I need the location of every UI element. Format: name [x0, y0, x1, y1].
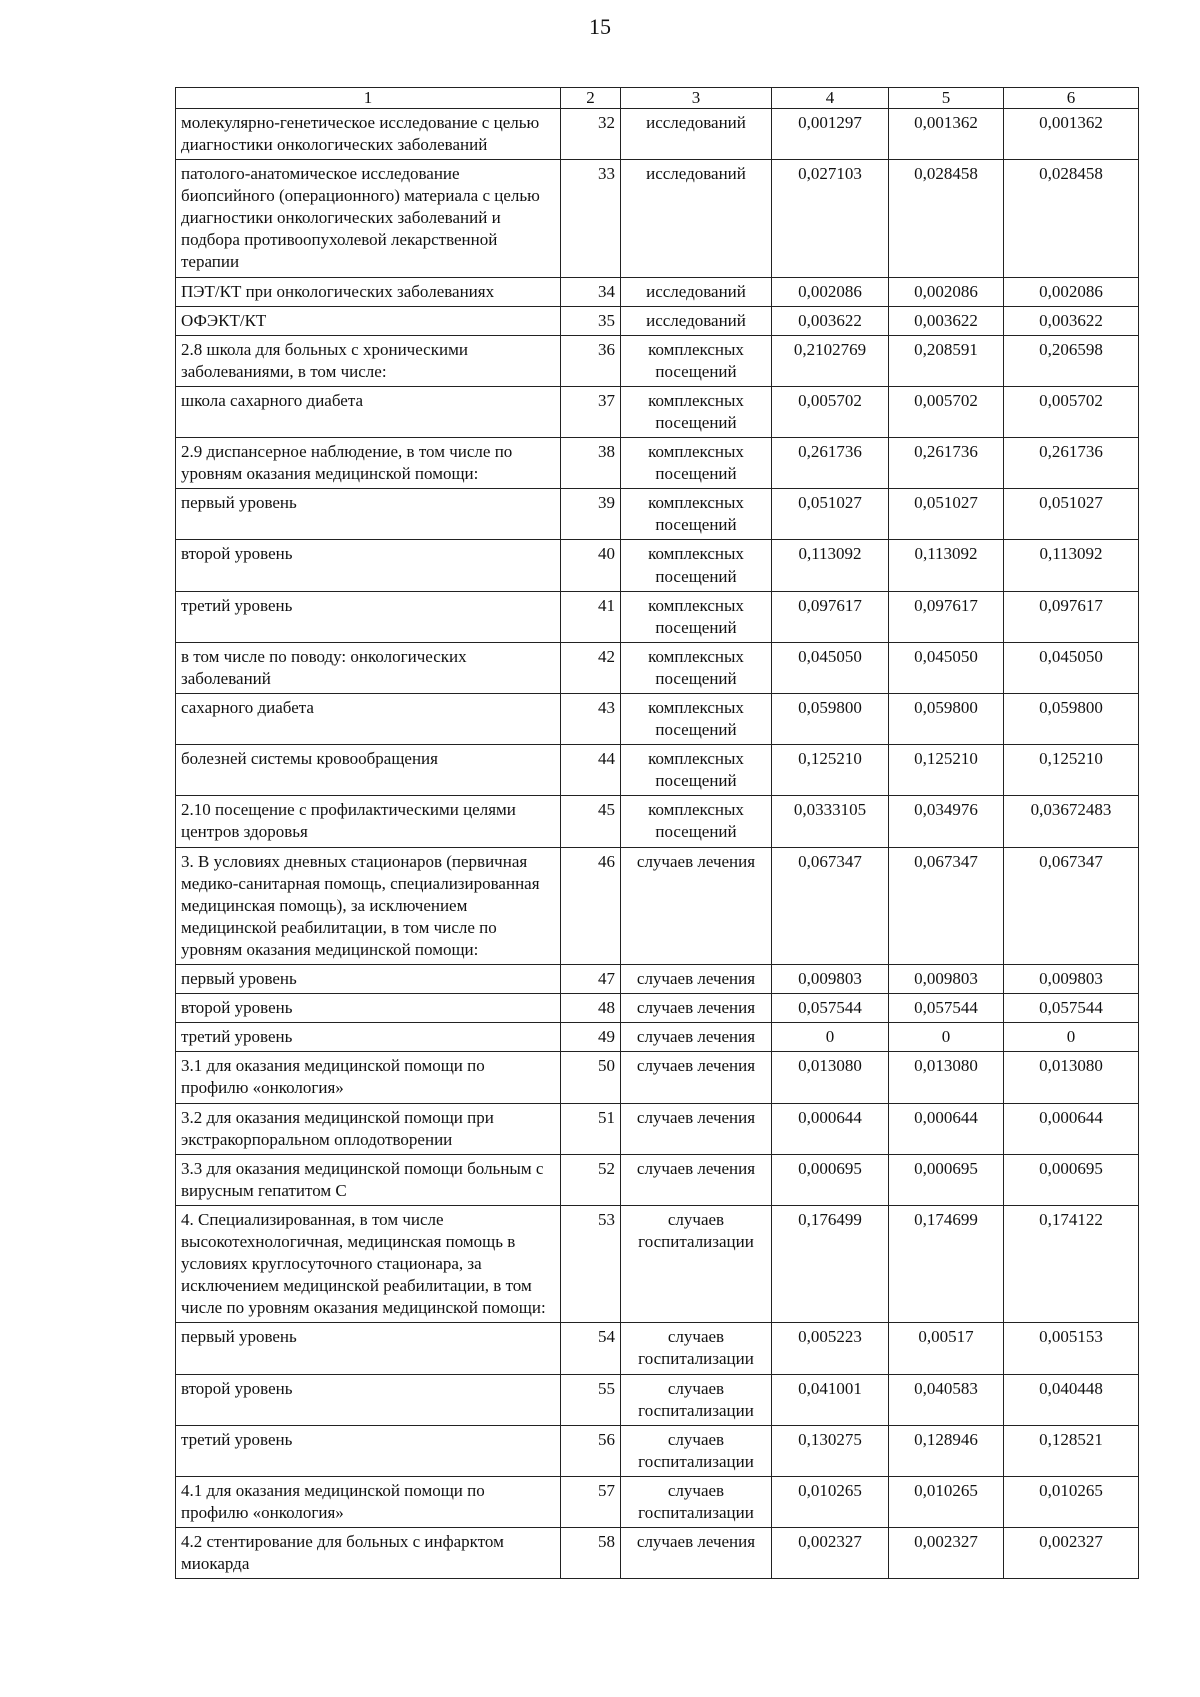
- value-cell: 0,005702: [1004, 386, 1139, 437]
- value-cell: 0,045050: [889, 642, 1004, 693]
- table-row: [176, 335, 1139, 386]
- value-cell: 0,034976: [889, 796, 1004, 847]
- table-row: [176, 1205, 1139, 1322]
- value-cell: 0,051027: [889, 489, 1004, 540]
- table-body: [176, 88, 1139, 1579]
- table-row: [176, 540, 1139, 591]
- value-cell: 0,261736: [889, 438, 1004, 489]
- row-number-cell: 53: [561, 1205, 621, 1322]
- unit-cell: исследований: [621, 306, 772, 335]
- value-cell: 0,125210: [889, 745, 1004, 796]
- value-cell: 0,000644: [772, 1103, 889, 1154]
- row-name-cell: второй уровень: [176, 994, 561, 1023]
- value-cell: 0,000695: [1004, 1154, 1139, 1205]
- row-name-cell: 4. Специализированная, в том числе высокотехнологичная, медицинская помощь в условиях круглосуточного стационара, за исключением медицинской реабилитации, в том числе по уровням оказания медицинской помощи:: [176, 1205, 561, 1322]
- table-row: [176, 108, 1139, 159]
- row-number-cell: 52: [561, 1154, 621, 1205]
- table-row: [176, 847, 1139, 964]
- table-row: [176, 277, 1139, 306]
- unit-cell: случаев лечения: [621, 1154, 772, 1205]
- value-cell: 0,051027: [1004, 489, 1139, 540]
- value-cell: 0,113092: [772, 540, 889, 591]
- value-cell: 0,027103: [772, 160, 889, 277]
- value-cell: 0,010265: [889, 1476, 1004, 1527]
- row-number-cell: 50: [561, 1052, 621, 1103]
- value-cell: 0,059800: [1004, 694, 1139, 745]
- value-cell: 0,000644: [889, 1103, 1004, 1154]
- table-row: [176, 965, 1139, 994]
- value-cell: 0,057544: [889, 994, 1004, 1023]
- row-name-cell: третий уровень: [176, 591, 561, 642]
- row-name-cell: первый уровень: [176, 489, 561, 540]
- value-cell: 0,002086: [772, 277, 889, 306]
- table-row: [176, 1052, 1139, 1103]
- unit-cell: исследований: [621, 108, 772, 159]
- value-cell: 0,005153: [1004, 1323, 1139, 1374]
- row-number-cell: 40: [561, 540, 621, 591]
- value-cell: 0: [1004, 1023, 1139, 1052]
- table-row: [176, 745, 1139, 796]
- unit-cell: случаев лечения: [621, 965, 772, 994]
- row-name-cell: третий уровень: [176, 1425, 561, 1476]
- value-cell: 0,174699: [889, 1205, 1004, 1322]
- row-number-cell: 33: [561, 160, 621, 277]
- unit-cell: случаев лечения: [621, 994, 772, 1023]
- unit-cell: комплексных посещений: [621, 489, 772, 540]
- row-name-cell: второй уровень: [176, 540, 561, 591]
- value-cell: 0,013080: [889, 1052, 1004, 1103]
- row-number-cell: 34: [561, 277, 621, 306]
- row-name-cell: 4.1 для оказания медицинской помощи по профилю «онкология»: [176, 1476, 561, 1527]
- row-name-cell: 4.2 стентирование для больных с инфарктом миокарда: [176, 1528, 561, 1579]
- value-cell: 0: [889, 1023, 1004, 1052]
- unit-cell: случаев лечения: [621, 1103, 772, 1154]
- header-cell: 4: [772, 88, 889, 109]
- value-cell: 0,057544: [1004, 994, 1139, 1023]
- header-cell: 1: [176, 88, 561, 109]
- row-name-cell: 2.8 школа для больных с хроническими заболеваниями, в том числе:: [176, 335, 561, 386]
- value-cell: 0,013080: [1004, 1052, 1139, 1103]
- unit-cell: комплексных посещений: [621, 335, 772, 386]
- value-cell: 0,125210: [1004, 745, 1139, 796]
- row-number-cell: 38: [561, 438, 621, 489]
- value-cell: 0,005702: [772, 386, 889, 437]
- unit-cell: случаев госпитализации: [621, 1323, 772, 1374]
- value-cell: 0,009803: [772, 965, 889, 994]
- row-name-cell: третий уровень: [176, 1023, 561, 1052]
- value-cell: 0,013080: [772, 1052, 889, 1103]
- value-cell: 0,067347: [772, 847, 889, 964]
- value-cell: 0,113092: [1004, 540, 1139, 591]
- value-cell: 0,003622: [772, 306, 889, 335]
- value-cell: 0,206598: [1004, 335, 1139, 386]
- row-number-cell: 43: [561, 694, 621, 745]
- row-number-cell: 55: [561, 1374, 621, 1425]
- value-cell: 0,067347: [1004, 847, 1139, 964]
- row-name-cell: болезней системы кровообращения: [176, 745, 561, 796]
- table-header-row: [176, 88, 1139, 109]
- value-cell: 0,097617: [772, 591, 889, 642]
- value-cell: 0,041001: [772, 1374, 889, 1425]
- table-row: [176, 386, 1139, 437]
- value-cell: 0,000695: [889, 1154, 1004, 1205]
- data-table: [175, 87, 1139, 1579]
- value-cell: 0,130275: [772, 1425, 889, 1476]
- row-number-cell: 54: [561, 1323, 621, 1374]
- value-cell: 0,261736: [1004, 438, 1139, 489]
- table-row: [176, 489, 1139, 540]
- unit-cell: комплексных посещений: [621, 694, 772, 745]
- row-number-cell: 51: [561, 1103, 621, 1154]
- value-cell: 0,00517: [889, 1323, 1004, 1374]
- row-name-cell: 2.10 посещение с профилактическими целями центров здоровья: [176, 796, 561, 847]
- value-cell: 0,176499: [772, 1205, 889, 1322]
- unit-cell: комплексных посещений: [621, 745, 772, 796]
- row-number-cell: 44: [561, 745, 621, 796]
- row-name-cell: первый уровень: [176, 1323, 561, 1374]
- unit-cell: комплексных посещений: [621, 796, 772, 847]
- row-name-cell: 3.1 для оказания медицинской помощи по профилю «онкология»: [176, 1052, 561, 1103]
- value-cell: 0,003622: [889, 306, 1004, 335]
- value-cell: 0,097617: [889, 591, 1004, 642]
- value-cell: 0,059800: [889, 694, 1004, 745]
- row-name-cell: школа сахарного диабета: [176, 386, 561, 437]
- table-row: [176, 994, 1139, 1023]
- table-row: [176, 1425, 1139, 1476]
- unit-cell: случаев лечения: [621, 847, 772, 964]
- value-cell: 0,045050: [772, 642, 889, 693]
- value-cell: 0,002086: [1004, 277, 1139, 306]
- header-cell: 3: [621, 88, 772, 109]
- table-row: [176, 591, 1139, 642]
- table-row: [176, 160, 1139, 277]
- value-cell: 0,002327: [1004, 1528, 1139, 1579]
- unit-cell: комплексных посещений: [621, 438, 772, 489]
- row-number-cell: 41: [561, 591, 621, 642]
- value-cell: 0,097617: [1004, 591, 1139, 642]
- value-cell: 0,002086: [889, 277, 1004, 306]
- table-row: [176, 1374, 1139, 1425]
- row-number-cell: 35: [561, 306, 621, 335]
- unit-cell: комплексных посещений: [621, 540, 772, 591]
- unit-cell: комплексных посещений: [621, 642, 772, 693]
- value-cell: 0,03672483: [1004, 796, 1139, 847]
- value-cell: 0,208591: [889, 335, 1004, 386]
- value-cell: 0,113092: [889, 540, 1004, 591]
- table-row: [176, 1476, 1139, 1527]
- value-cell: 0,010265: [1004, 1476, 1139, 1527]
- table-row: [176, 306, 1139, 335]
- value-cell: 0,040583: [889, 1374, 1004, 1425]
- row-name-cell: 2.9 диспансерное наблюдение, в том числе по уровням оказания медицинской помощи:: [176, 438, 561, 489]
- value-cell: 0,000695: [772, 1154, 889, 1205]
- unit-cell: случаев госпитализации: [621, 1425, 772, 1476]
- row-number-cell: 56: [561, 1425, 621, 1476]
- value-cell: 0,005702: [889, 386, 1004, 437]
- unit-cell: случаев лечения: [621, 1052, 772, 1103]
- value-cell: 0,128946: [889, 1425, 1004, 1476]
- row-number-cell: 42: [561, 642, 621, 693]
- value-cell: 0,001297: [772, 108, 889, 159]
- table-row: [176, 1103, 1139, 1154]
- unit-cell: исследований: [621, 160, 772, 277]
- value-cell: 0,028458: [1004, 160, 1139, 277]
- unit-cell: исследований: [621, 277, 772, 306]
- value-cell: 0,0333105: [772, 796, 889, 847]
- value-cell: 0,028458: [889, 160, 1004, 277]
- value-cell: 0,040448: [1004, 1374, 1139, 1425]
- row-name-cell: патолого-анатомическое исследование биопсийного (операционного) материала с целью диагностики онкологических заболеваний и подбора противоопухолевой лекарственной терапии: [176, 160, 561, 277]
- value-cell: 0,051027: [772, 489, 889, 540]
- row-name-cell: 3. В условиях дневных стационаров (первичная медико-санитарная помощь, специализированная медицинская помощь), за исключением медицинской реабилитации, в том числе по уровням оказания медицинской помощи:: [176, 847, 561, 964]
- unit-cell: случаев госпитализации: [621, 1374, 772, 1425]
- unit-cell: случаев госпитализации: [621, 1476, 772, 1527]
- value-cell: 0,125210: [772, 745, 889, 796]
- value-cell: 0,261736: [772, 438, 889, 489]
- row-number-cell: 48: [561, 994, 621, 1023]
- value-cell: 0,2102769: [772, 335, 889, 386]
- row-name-cell: сахарного диабета: [176, 694, 561, 745]
- table-row: [176, 1323, 1139, 1374]
- value-cell: 0,057544: [772, 994, 889, 1023]
- value-cell: 0,003622: [1004, 306, 1139, 335]
- header-cell: 5: [889, 88, 1004, 109]
- unit-cell: случаев госпитализации: [621, 1205, 772, 1322]
- table-row: [176, 642, 1139, 693]
- value-cell: 0,128521: [1004, 1425, 1139, 1476]
- unit-cell: случаев лечения: [621, 1528, 772, 1579]
- row-number-cell: 39: [561, 489, 621, 540]
- table-row: [176, 694, 1139, 745]
- value-cell: 0,059800: [772, 694, 889, 745]
- row-name-cell: ОФЭКТ/КТ: [176, 306, 561, 335]
- row-number-cell: 57: [561, 1476, 621, 1527]
- row-number-cell: 58: [561, 1528, 621, 1579]
- unit-cell: комплексных посещений: [621, 386, 772, 437]
- row-name-cell: 3.2 для оказания медицинской помощи при экстракорпоральном оплодотворении: [176, 1103, 561, 1154]
- value-cell: 0,002327: [889, 1528, 1004, 1579]
- unit-cell: случаев лечения: [621, 1023, 772, 1052]
- value-cell: 0,009803: [1004, 965, 1139, 994]
- header-cell: 6: [1004, 88, 1139, 109]
- row-number-cell: 32: [561, 108, 621, 159]
- value-cell: 0,000644: [1004, 1103, 1139, 1154]
- value-cell: 0,174122: [1004, 1205, 1139, 1322]
- table-row: [176, 796, 1139, 847]
- row-number-cell: 37: [561, 386, 621, 437]
- row-number-cell: 45: [561, 796, 621, 847]
- row-name-cell: второй уровень: [176, 1374, 561, 1425]
- table-row: [176, 1023, 1139, 1052]
- row-name-cell: первый уровень: [176, 965, 561, 994]
- row-number-cell: 46: [561, 847, 621, 964]
- value-cell: 0,005223: [772, 1323, 889, 1374]
- row-number-cell: 47: [561, 965, 621, 994]
- table-row: [176, 438, 1139, 489]
- value-cell: 0,002327: [772, 1528, 889, 1579]
- unit-cell: комплексных посещений: [621, 591, 772, 642]
- page-number: 15: [589, 14, 611, 39]
- value-cell: 0,045050: [1004, 642, 1139, 693]
- value-cell: 0,009803: [889, 965, 1004, 994]
- value-cell: 0,010265: [772, 1476, 889, 1527]
- value-cell: 0,001362: [889, 108, 1004, 159]
- row-number-cell: 49: [561, 1023, 621, 1052]
- row-name-cell: ПЭТ/КТ при онкологических заболеваниях: [176, 277, 561, 306]
- row-name-cell: 3.3 для оказания медицинской помощи больным с вирусным гепатитом С: [176, 1154, 561, 1205]
- value-cell: 0,067347: [889, 847, 1004, 964]
- row-number-cell: 36: [561, 335, 621, 386]
- row-name-cell: молекулярно-генетическое исследование с целью диагностики онкологических заболеваний: [176, 108, 561, 159]
- value-cell: 0: [772, 1023, 889, 1052]
- table-row: [176, 1154, 1139, 1205]
- header-cell: 2: [561, 88, 621, 109]
- table-row: [176, 1528, 1139, 1579]
- row-name-cell: в том числе по поводу: онкологических заболеваний: [176, 642, 561, 693]
- value-cell: 0,001362: [1004, 108, 1139, 159]
